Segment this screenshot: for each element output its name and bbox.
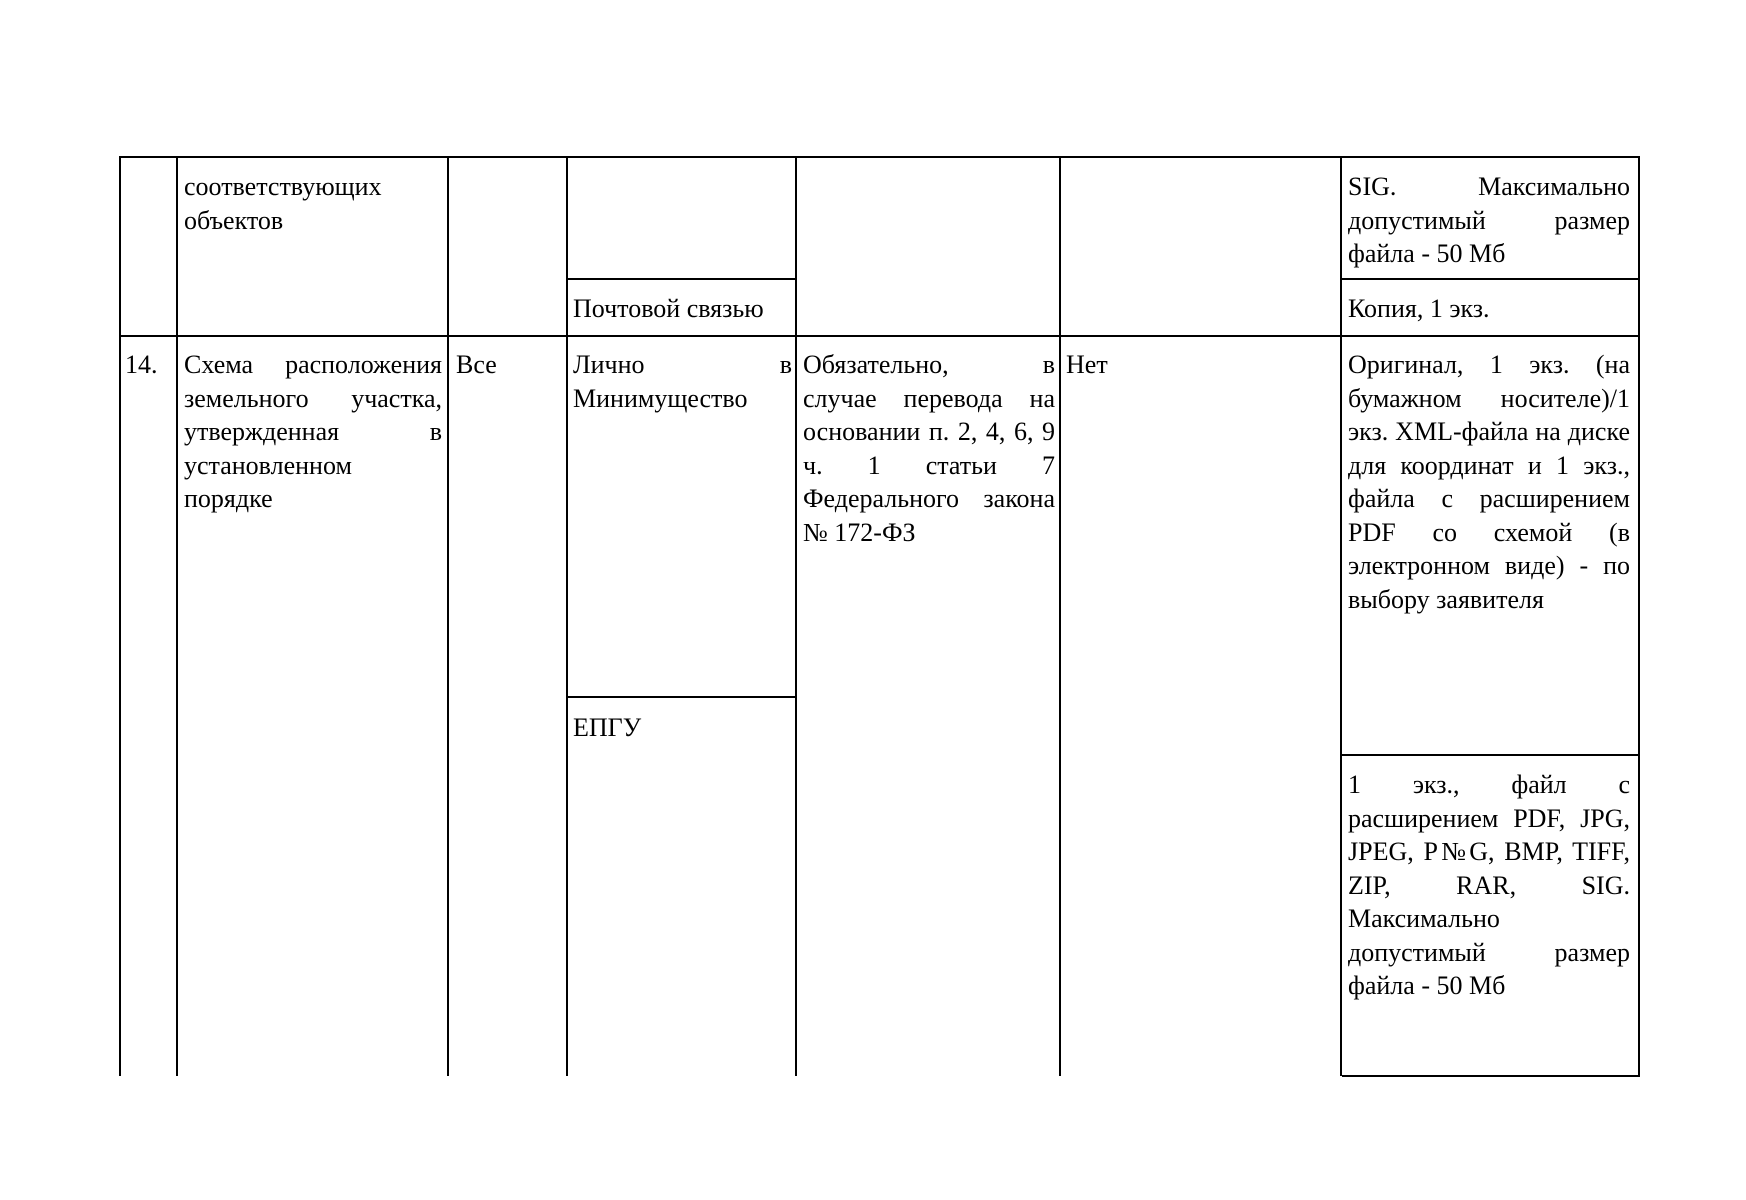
row14-condition-preposition: в — [1042, 350, 1055, 379]
column-border-5 — [1059, 156, 1061, 1076]
prev-row-format-cell: SIG. Максимально допустимый размер файла - 50 Мб — [1348, 172, 1630, 268]
column-border-3 — [566, 156, 568, 1076]
row14-condition-line1 — [803, 348, 1055, 382]
row14-number-cell: 14. — [125, 350, 158, 379]
row14-condition-rest: случае перевода на основании п. 2, 4, 6, 9 ч. 1 статьи 7 Федерального закона № 172-ФЗ — [803, 383, 1055, 547]
column-border-7 — [1638, 156, 1640, 1076]
method-divider-prev-row — [567, 278, 797, 280]
row14-document-name-cell: Схема расположения земельного участка, утвержденная в установленном порядке — [184, 350, 442, 513]
row14-category-cell: Все — [456, 350, 497, 379]
format-divider-row14 — [1342, 754, 1640, 756]
prev-row-mail-method-cell: Почтовой связью — [573, 294, 764, 323]
format-divider-prev-row — [1342, 278, 1640, 280]
column-border-6 — [1340, 156, 1342, 1076]
row14-condition-cell — [803, 348, 1055, 549]
prev-row-name-cell: соответствующих объектов — [184, 172, 382, 235]
table-top-border — [119, 156, 1640, 158]
row14-method-personal-preposition: в — [779, 350, 792, 379]
method-divider-row14 — [567, 696, 797, 698]
prev-row-copy-cell: Копия, 1 экз. — [1348, 294, 1490, 323]
row14-method-personal-line1 — [573, 348, 792, 382]
column-border-1 — [176, 156, 178, 1076]
row14-format-epgu-cell: 1 экз., файл с расширением PDF, JPG, JPEG, P№G, BMP, TIFF, ZIP, RAR, SIG. Максимально допустимый размер файла - 50 Мб — [1348, 770, 1630, 1000]
row14-method-personal-cell — [573, 348, 792, 415]
column-border-0 — [119, 156, 121, 1076]
row14-method-personal-line2: Минимущество — [573, 383, 748, 413]
row14-format-personal-cell: Оригинал, 1 экз. (на бумажном носителе)/1 экз. XML-файла на диске для координат и 1 экз., файла с расширением PDF со схемой (в электронном виде) - по выбору заявителя — [1348, 350, 1630, 614]
row14-method-epgu-cell: ЕПГУ — [573, 713, 642, 742]
row14-interagency-cell: Нет — [1066, 350, 1108, 379]
row14-condition-first-word: Обязательно, — [803, 350, 949, 379]
column-border-2 — [447, 156, 449, 1076]
row-divider — [119, 335, 1640, 337]
row14-method-personal-word: Лично — [573, 350, 645, 379]
format-bottom-border — [1342, 1075, 1640, 1077]
